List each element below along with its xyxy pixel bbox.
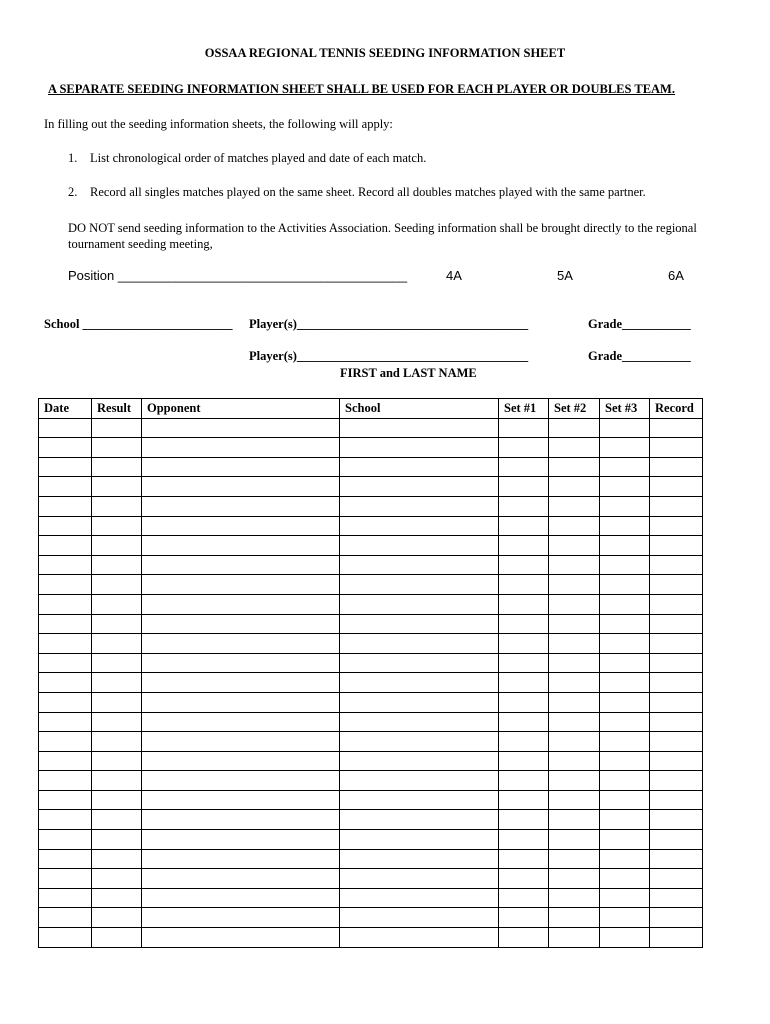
table-cell[interactable]	[340, 732, 499, 752]
table-cell[interactable]	[142, 810, 340, 830]
table-cell[interactable]	[142, 673, 340, 693]
table-cell[interactable]	[650, 575, 703, 595]
table-cell[interactable]	[340, 751, 499, 771]
table-cell[interactable]	[650, 732, 703, 752]
header-school: School	[340, 399, 499, 419]
table-row	[39, 536, 703, 556]
table-row	[39, 516, 703, 536]
table-cell[interactable]	[340, 673, 499, 693]
table-cell[interactable]	[142, 516, 340, 536]
table-cell[interactable]	[499, 888, 549, 908]
table-cell[interactable]	[600, 555, 650, 575]
list-number: 2.	[68, 185, 78, 199]
table-cell[interactable]	[499, 418, 549, 438]
table-cell[interactable]	[600, 928, 650, 948]
table-cell[interactable]	[499, 438, 549, 458]
table-row	[39, 849, 703, 869]
table-row	[39, 594, 703, 614]
table-cell[interactable]	[549, 692, 600, 712]
table-cell[interactable]	[600, 771, 650, 791]
table-cell[interactable]	[549, 790, 600, 810]
table-row	[39, 790, 703, 810]
table-cell[interactable]	[340, 575, 499, 595]
table-cell[interactable]	[600, 496, 650, 516]
table-cell[interactable]	[142, 692, 340, 712]
class-option-4a[interactable]: 4A	[446, 268, 462, 283]
table-cell[interactable]	[340, 516, 499, 536]
table-cell[interactable]	[340, 692, 499, 712]
table-cell[interactable]	[92, 634, 142, 654]
table-cell[interactable]	[92, 496, 142, 516]
table-cell[interactable]	[499, 516, 549, 536]
table-cell[interactable]	[142, 555, 340, 575]
table-cell[interactable]	[142, 594, 340, 614]
table-cell[interactable]	[499, 849, 549, 869]
table-cell[interactable]	[39, 634, 92, 654]
table-cell[interactable]	[650, 457, 703, 477]
header-set-2: Set #2	[549, 399, 600, 419]
table-cell[interactable]	[39, 751, 92, 771]
table-cell[interactable]	[92, 555, 142, 575]
table-row	[39, 732, 703, 752]
table-row	[39, 810, 703, 830]
table-cell[interactable]	[39, 438, 92, 458]
table-cell[interactable]	[142, 751, 340, 771]
table-cell[interactable]	[340, 888, 499, 908]
table-cell[interactable]	[92, 732, 142, 752]
table-cell[interactable]	[39, 594, 92, 614]
table-cell[interactable]	[92, 692, 142, 712]
table-cell[interactable]	[650, 555, 703, 575]
table-row	[39, 830, 703, 850]
table-cell[interactable]	[600, 536, 650, 556]
table-cell[interactable]	[92, 418, 142, 438]
table-cell[interactable]	[340, 418, 499, 438]
table-cell[interactable]	[499, 908, 549, 928]
table-cell[interactable]	[600, 653, 650, 673]
table-cell[interactable]	[549, 810, 600, 830]
match-log-table	[38, 398, 703, 948]
table-cell[interactable]	[549, 516, 600, 536]
school-field[interactable]: School ________________________	[44, 317, 233, 331]
table-row	[39, 888, 703, 908]
table-row	[39, 438, 703, 458]
table-cell[interactable]	[92, 614, 142, 634]
table-cell[interactable]	[142, 928, 340, 948]
header-record: Record	[650, 399, 703, 419]
table-cell[interactable]	[142, 418, 340, 438]
table-cell[interactable]	[650, 594, 703, 614]
instruction-note: DO NOT send seeding information to the Activities Association. Seeding information shall be brought directly to the regional tournament seeding meeting,	[68, 221, 697, 251]
table-cell[interactable]	[650, 830, 703, 850]
table-cell[interactable]	[142, 477, 340, 497]
table-cell[interactable]	[499, 830, 549, 850]
table-cell[interactable]	[142, 869, 340, 889]
table-cell[interactable]	[92, 438, 142, 458]
table-cell[interactable]	[39, 869, 92, 889]
table-cell[interactable]	[650, 692, 703, 712]
table-cell[interactable]	[499, 928, 549, 948]
table-cell[interactable]	[600, 790, 650, 810]
list-item	[68, 185, 646, 200]
table-cell[interactable]	[39, 830, 92, 850]
table-cell[interactable]	[600, 751, 650, 771]
table-cell[interactable]	[549, 634, 600, 654]
name-caption: FIRST and LAST NAME	[340, 366, 477, 380]
table-cell[interactable]	[340, 928, 499, 948]
table-cell[interactable]	[600, 830, 650, 850]
table-cell[interactable]	[92, 653, 142, 673]
table-cell[interactable]	[92, 869, 142, 889]
table-cell[interactable]	[340, 849, 499, 869]
table-cell[interactable]	[650, 516, 703, 536]
table-cell[interactable]	[650, 496, 703, 516]
table-cell[interactable]	[499, 790, 549, 810]
table-cell[interactable]	[650, 634, 703, 654]
table-cell[interactable]	[142, 536, 340, 556]
table-cell[interactable]	[600, 457, 650, 477]
table-cell[interactable]	[39, 536, 92, 556]
table-row	[39, 751, 703, 771]
table-row	[39, 673, 703, 693]
table-cell[interactable]	[600, 673, 650, 693]
table-cell[interactable]	[650, 438, 703, 458]
table-cell[interactable]	[142, 634, 340, 654]
table-cell[interactable]	[39, 614, 92, 634]
table-cell[interactable]	[39, 555, 92, 575]
table-cell[interactable]	[92, 771, 142, 791]
table-cell[interactable]	[650, 673, 703, 693]
table-cell[interactable]	[39, 653, 92, 673]
table-cell[interactable]	[549, 477, 600, 497]
table-row	[39, 477, 703, 497]
table-cell[interactable]	[92, 712, 142, 732]
class-option-5a[interactable]: 5A	[557, 268, 573, 283]
table-cell[interactable]	[340, 536, 499, 556]
list-number: 1.	[68, 151, 78, 165]
table-cell[interactable]	[499, 594, 549, 614]
table-cell[interactable]	[499, 614, 549, 634]
subtitle: A SEPARATE SEEDING INFORMATION SHEET SHALL BE USED FOR EACH PLAYER OR DOUBLES TEAM.	[48, 82, 675, 96]
table-cell[interactable]	[92, 673, 142, 693]
table-cell[interactable]	[499, 673, 549, 693]
table-row	[39, 634, 703, 654]
table-cell[interactable]	[600, 614, 650, 634]
table-cell[interactable]	[600, 908, 650, 928]
table-cell[interactable]	[549, 536, 600, 556]
table-cell[interactable]	[39, 849, 92, 869]
player-field-1[interactable]: Player(s)_____________________________________	[249, 317, 529, 331]
table-cell[interactable]	[92, 536, 142, 556]
table-row	[39, 712, 703, 732]
table-cell[interactable]	[92, 908, 142, 928]
table-cell[interactable]	[92, 457, 142, 477]
table-cell[interactable]	[549, 457, 600, 477]
table-cell[interactable]	[142, 438, 340, 458]
intro-text: In filling out the seeding information sheets, the following will apply:	[44, 117, 393, 131]
table-cell[interactable]	[549, 496, 600, 516]
table-cell[interactable]	[142, 849, 340, 869]
table-body	[39, 418, 703, 947]
table-cell[interactable]	[650, 908, 703, 928]
table-cell[interactable]	[340, 496, 499, 516]
table-cell[interactable]	[499, 457, 549, 477]
table-cell[interactable]	[499, 536, 549, 556]
table-cell[interactable]	[39, 516, 92, 536]
table-row	[39, 653, 703, 673]
table-cell[interactable]	[92, 790, 142, 810]
table-row	[39, 555, 703, 575]
table-cell[interactable]	[650, 477, 703, 497]
table-cell[interactable]	[142, 790, 340, 810]
table-row	[39, 869, 703, 889]
table-row	[39, 614, 703, 634]
table-cell[interactable]	[39, 692, 92, 712]
table-cell[interactable]	[650, 869, 703, 889]
table-cell[interactable]	[499, 810, 549, 830]
table-cell[interactable]	[600, 849, 650, 869]
table-cell[interactable]	[650, 888, 703, 908]
table-cell[interactable]	[340, 438, 499, 458]
table-cell[interactable]	[650, 790, 703, 810]
table-cell[interactable]	[499, 732, 549, 752]
table-cell[interactable]	[340, 771, 499, 791]
table-cell[interactable]	[600, 869, 650, 889]
header-set-1: Set #1	[499, 399, 549, 419]
table-cell[interactable]	[549, 751, 600, 771]
table-cell[interactable]	[650, 712, 703, 732]
table-cell[interactable]	[549, 653, 600, 673]
table-cell[interactable]	[499, 634, 549, 654]
class-option-6a[interactable]: 6A	[668, 268, 684, 283]
table-cell[interactable]	[39, 457, 92, 477]
table-cell[interactable]	[549, 830, 600, 850]
table-cell[interactable]	[142, 575, 340, 595]
table-row	[39, 692, 703, 712]
header-opponent: Opponent	[142, 399, 340, 419]
table-cell[interactable]	[92, 928, 142, 948]
table-cell[interactable]	[340, 790, 499, 810]
table-cell[interactable]	[340, 594, 499, 614]
table-row	[39, 908, 703, 928]
table-cell[interactable]	[142, 908, 340, 928]
table-cell[interactable]	[142, 496, 340, 516]
table-cell[interactable]	[340, 830, 499, 850]
table-cell[interactable]	[92, 888, 142, 908]
table-cell[interactable]	[39, 732, 92, 752]
table-cell[interactable]	[549, 888, 600, 908]
table-cell[interactable]	[39, 575, 92, 595]
table-cell[interactable]	[340, 614, 499, 634]
table-cell[interactable]	[499, 477, 549, 497]
table-cell[interactable]	[92, 516, 142, 536]
table-cell[interactable]	[600, 575, 650, 595]
table-cell[interactable]	[600, 477, 650, 497]
grade-field-2[interactable]: Grade___________	[588, 349, 691, 363]
table-cell[interactable]	[39, 790, 92, 810]
table-cell[interactable]	[92, 830, 142, 850]
table-row	[39, 457, 703, 477]
table-cell[interactable]	[142, 732, 340, 752]
table-cell[interactable]	[600, 692, 650, 712]
table-row	[39, 771, 703, 791]
table-cell[interactable]	[650, 418, 703, 438]
table-cell[interactable]	[340, 634, 499, 654]
table-cell[interactable]	[499, 869, 549, 889]
table-cell[interactable]	[549, 418, 600, 438]
table-cell[interactable]	[499, 751, 549, 771]
table-cell[interactable]	[600, 634, 650, 654]
table-cell[interactable]	[549, 712, 600, 732]
player-field-2[interactable]: Player(s)_____________________________________	[249, 349, 529, 363]
table-cell[interactable]	[142, 614, 340, 634]
header-result: Result	[92, 399, 142, 419]
table-cell[interactable]	[499, 712, 549, 732]
table-cell[interactable]	[340, 653, 499, 673]
table-row	[39, 496, 703, 516]
table-cell[interactable]	[142, 457, 340, 477]
table-cell[interactable]	[39, 712, 92, 732]
table-cell[interactable]	[600, 712, 650, 732]
table-cell[interactable]	[39, 810, 92, 830]
table-cell[interactable]	[92, 810, 142, 830]
table-cell[interactable]	[92, 751, 142, 771]
table-cell[interactable]	[142, 888, 340, 908]
list-text: List chronological order of matches played and date of each match.	[90, 151, 427, 165]
table-cell[interactable]	[549, 732, 600, 752]
table-row	[39, 418, 703, 438]
table-cell[interactable]	[92, 594, 142, 614]
table-cell[interactable]	[499, 555, 549, 575]
table-cell[interactable]	[499, 575, 549, 595]
list-text: Record all singles matches played on the same sheet. Record all doubles matches played with the same partner.	[90, 185, 646, 199]
table-cell[interactable]	[39, 673, 92, 693]
table-cell[interactable]	[340, 477, 499, 497]
table-cell[interactable]	[549, 869, 600, 889]
table-cell[interactable]	[549, 575, 600, 595]
table-cell[interactable]	[39, 418, 92, 438]
table-cell[interactable]	[142, 830, 340, 850]
table-cell[interactable]	[142, 771, 340, 791]
table-cell[interactable]	[650, 614, 703, 634]
table-cell[interactable]	[340, 908, 499, 928]
table-cell[interactable]	[340, 457, 499, 477]
table-cell[interactable]	[650, 849, 703, 869]
table-cell[interactable]	[340, 810, 499, 830]
table-cell[interactable]	[39, 477, 92, 497]
table-cell[interactable]	[600, 732, 650, 752]
table-cell[interactable]	[499, 653, 549, 673]
table-cell[interactable]	[549, 614, 600, 634]
table-cell[interactable]	[650, 810, 703, 830]
table-cell[interactable]	[600, 418, 650, 438]
table-cell[interactable]	[650, 536, 703, 556]
list-item	[68, 151, 426, 166]
grade-field-1[interactable]: Grade___________	[588, 317, 691, 331]
table-cell[interactable]	[499, 692, 549, 712]
table-row	[39, 928, 703, 948]
table-cell[interactable]	[600, 516, 650, 536]
table-cell[interactable]	[650, 751, 703, 771]
table-cell[interactable]	[549, 438, 600, 458]
table-cell[interactable]	[549, 673, 600, 693]
header-set-3: Set #3	[600, 399, 650, 419]
page-title: OSSAA REGIONAL TENNIS SEEDING INFORMATION SHEET	[204, 46, 566, 60]
table-cell[interactable]	[549, 908, 600, 928]
table-cell[interactable]	[650, 928, 703, 948]
table-cell[interactable]	[549, 771, 600, 791]
table-cell[interactable]	[39, 496, 92, 516]
table-cell[interactable]	[39, 928, 92, 948]
table-cell[interactable]	[39, 771, 92, 791]
position-field[interactable]: Position ________________________________________	[68, 268, 408, 283]
table-cell[interactable]	[340, 712, 499, 732]
table-cell[interactable]	[39, 908, 92, 928]
table-cell[interactable]	[340, 869, 499, 889]
table-cell[interactable]	[600, 438, 650, 458]
table-cell[interactable]	[650, 653, 703, 673]
table-cell[interactable]	[340, 555, 499, 575]
table-cell[interactable]	[549, 594, 600, 614]
table-cell[interactable]	[549, 928, 600, 948]
table-cell[interactable]	[142, 653, 340, 673]
header-date: Date	[39, 399, 92, 419]
table-cell[interactable]	[549, 555, 600, 575]
table-cell[interactable]	[549, 849, 600, 869]
table-cell[interactable]	[39, 888, 92, 908]
table-cell[interactable]	[499, 771, 549, 791]
table-cell[interactable]	[142, 712, 340, 732]
table-cell[interactable]	[600, 888, 650, 908]
table-cell[interactable]	[600, 810, 650, 830]
table-header-row	[39, 399, 703, 419]
table-row	[39, 575, 703, 595]
table-cell[interactable]	[600, 594, 650, 614]
table-cell[interactable]	[499, 496, 549, 516]
table-cell[interactable]	[92, 477, 142, 497]
table-cell[interactable]	[92, 849, 142, 869]
table-cell[interactable]	[92, 575, 142, 595]
table-cell[interactable]	[650, 771, 703, 791]
